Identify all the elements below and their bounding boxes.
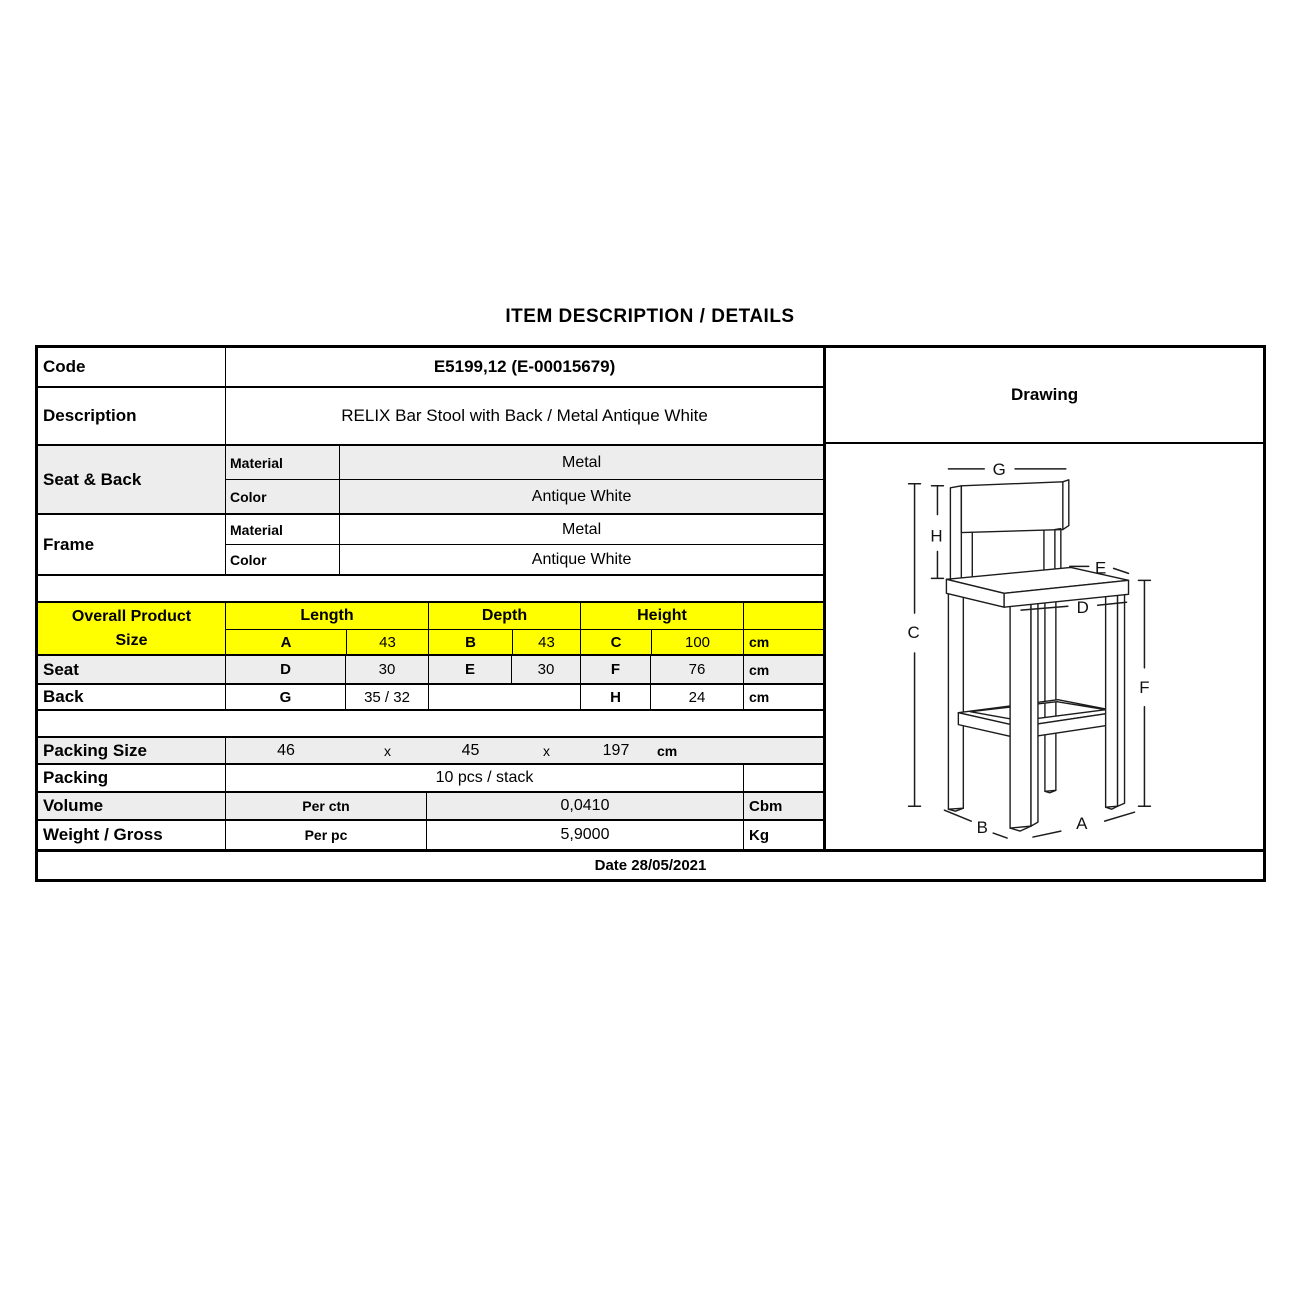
stool-technical-drawing xyxy=(826,444,1263,849)
frame-material-label: Material xyxy=(230,521,283,538)
size-value-cell: 24 xyxy=(650,685,743,709)
dim-label-D: D xyxy=(1076,598,1089,618)
overall-product-size-line1: Overall Product xyxy=(71,607,192,625)
height-subrow xyxy=(581,630,743,654)
size-value-cell: 43 xyxy=(346,630,428,654)
empty-cell xyxy=(38,711,823,736)
dim-label-E: E xyxy=(1095,558,1107,578)
overall-product-size-line2: Size xyxy=(115,631,148,649)
page-title: ITEM DESCRIPTION / DETAILS xyxy=(505,306,795,327)
size-key-cell: B xyxy=(465,633,476,651)
packing-size-value3: 197 xyxy=(602,741,630,759)
size-key-cell: C xyxy=(610,633,622,651)
size-key-cell: H xyxy=(580,685,650,709)
seat-back-color-label: Color xyxy=(230,488,267,505)
spacer-row xyxy=(38,574,823,601)
seat-back-label: Seat & Back xyxy=(43,469,142,489)
stool-drawing xyxy=(826,444,1263,849)
code-label: Code xyxy=(43,357,86,376)
seat-row-label: Seat xyxy=(43,659,79,679)
size-value-cell: 35 / 32 xyxy=(345,685,428,709)
volume-value: 0,0410 xyxy=(426,793,743,819)
drawing-header: Drawing xyxy=(826,348,1263,444)
size-value-cell: 43 xyxy=(512,630,580,654)
volume-label: Volume xyxy=(43,796,104,815)
packing-label: Packing xyxy=(43,768,109,787)
seat-back-subrows xyxy=(225,446,823,513)
volume-basis: Per ctn xyxy=(225,793,426,819)
volume-row xyxy=(38,791,823,819)
packing-size-value1: 46 xyxy=(277,741,295,759)
size-value-cell: 76 xyxy=(650,656,743,683)
table-upper-section xyxy=(38,348,1263,849)
size-key-cell: G xyxy=(225,685,345,709)
packing-size-label: Packing Size xyxy=(43,740,147,760)
packing-size-sep2: x xyxy=(543,742,550,759)
volume-unit: Cbm xyxy=(743,793,823,819)
seat-back-group-row xyxy=(38,444,823,513)
seat-back-material-row xyxy=(226,446,823,479)
size-key-cell: E xyxy=(428,656,511,683)
size-key-cell: A xyxy=(280,633,292,651)
length-subrow xyxy=(226,630,428,654)
packing-size-sep1: x xyxy=(384,742,391,759)
depth-group xyxy=(428,603,580,654)
unit-subrow xyxy=(744,630,823,654)
empty-cell xyxy=(743,765,823,791)
empty-cell xyxy=(38,576,823,601)
weight-unit: Kg xyxy=(743,821,823,849)
size-value-cell: 100 xyxy=(651,630,743,654)
size-key-cell: D xyxy=(225,656,345,683)
unit-cell: cm xyxy=(743,685,823,709)
frame-subrows xyxy=(225,515,823,574)
description-row xyxy=(38,386,823,444)
packing-size-unit: cm xyxy=(657,742,678,759)
height-header: Height xyxy=(581,603,743,630)
weight-value: 5,9000 xyxy=(426,821,743,849)
depth-header: Depth xyxy=(429,603,580,630)
back-size-row xyxy=(38,683,823,709)
unit-group xyxy=(743,603,823,654)
description-value: RELIX Bar Stool with Back / Metal Antique White xyxy=(225,388,823,444)
back-row-label: Back xyxy=(43,687,84,706)
unit-cell: cm xyxy=(743,656,823,683)
date-text: Date 28/05/2021 xyxy=(594,857,707,874)
dim-label-C: C xyxy=(907,623,920,643)
depth-subrow xyxy=(429,630,580,654)
seat-back-color-value: Antique White xyxy=(339,480,823,513)
seat-back-color-row xyxy=(226,479,823,513)
weight-row xyxy=(38,819,823,849)
dim-label-B: B xyxy=(976,818,989,838)
dim-label-A: A xyxy=(1076,814,1088,834)
weight-basis: Per pc xyxy=(225,821,426,849)
frame-group-row xyxy=(38,513,823,574)
drawing-column xyxy=(823,348,1263,849)
packing-size-row xyxy=(38,736,823,763)
size-key-cell: F xyxy=(580,656,650,683)
length-group xyxy=(225,603,428,654)
empty-cell xyxy=(744,603,823,630)
dim-label-H: H xyxy=(930,526,943,546)
spacer-row xyxy=(38,709,823,736)
empty-cell xyxy=(428,685,580,709)
unit-cell: cm xyxy=(749,634,770,650)
seat-size-row xyxy=(38,654,823,683)
length-header: Length xyxy=(226,603,428,630)
overall-size-header-row xyxy=(38,601,823,654)
dim-label-F: F xyxy=(1139,677,1150,697)
table-left-part xyxy=(38,348,823,849)
packing-row xyxy=(38,763,823,791)
height-group xyxy=(580,603,743,654)
size-value-cell: 30 xyxy=(511,656,580,683)
frame-color-row xyxy=(226,544,823,574)
frame-material-row xyxy=(226,515,823,544)
description-label: Description xyxy=(43,406,137,425)
dim-label-G: G xyxy=(992,459,1006,479)
code-value: E5199,12 (E-00015679) xyxy=(225,348,823,386)
frame-color-value: Antique White xyxy=(339,545,823,574)
size-value-cell: 30 xyxy=(345,656,428,683)
seat-back-material-label: Material xyxy=(230,454,283,471)
spec-table xyxy=(35,345,1266,882)
code-row xyxy=(38,348,823,386)
frame-label: Frame xyxy=(43,534,95,554)
seat-back-material-value: Metal xyxy=(339,446,823,479)
dim-line-C xyxy=(909,484,921,806)
packing-value: 10 pcs / stack xyxy=(225,765,743,791)
packing-size-value2: 45 xyxy=(461,741,480,759)
frame-material-value: Metal xyxy=(339,515,823,544)
packing-size-values xyxy=(225,738,823,763)
overall-product-size-label xyxy=(38,603,225,654)
frame-color-label: Color xyxy=(230,551,267,568)
date-row xyxy=(38,849,1263,879)
weight-label: Weight / Gross xyxy=(43,825,163,844)
